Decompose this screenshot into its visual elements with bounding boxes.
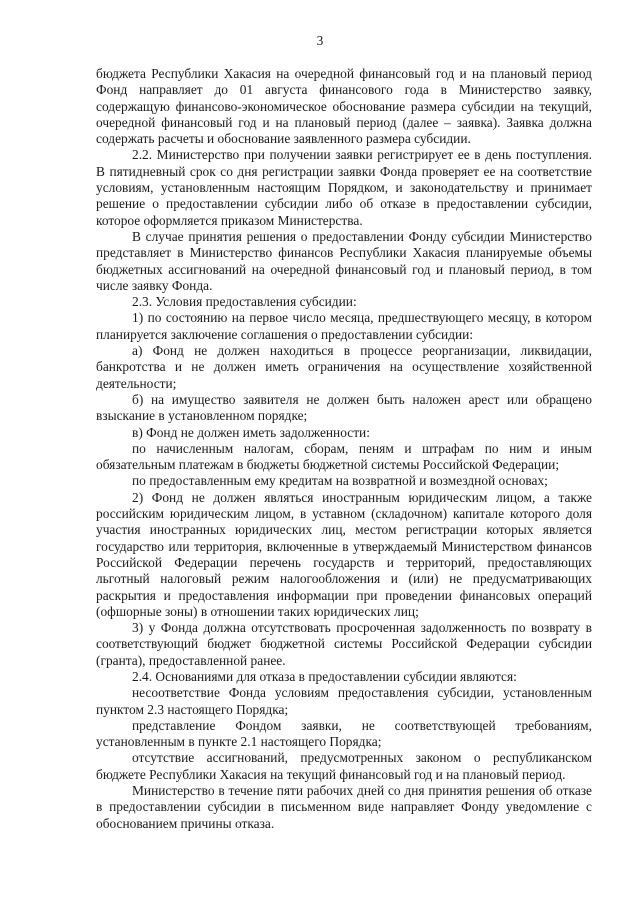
document-body — [96, 66, 592, 832]
paragraph-refusal-reason-1: несоответствие Фонда условиям предоставления субсидии, установленным пунктом 2.3 настоящего Порядка; — [96, 685, 592, 717]
paragraph-decision-to-grant: В случае принятия решения о предоставлении Фонду субсидии Министерство представляет в Министерство финансов Республики Хакасия планируемые объемы бюджетных ассигнований на очередной финансовый год и плановый период, в том числе заявку Фонда. — [96, 228, 592, 293]
paragraph-budget-application-continuation: бюджета Республики Хакасия на очередной финансовый год и на плановый период Фонд направляет до 01 августа финансового года в Министерство заявку, содержащую финансово-экономическое обоснование размера субсидии на текущий, очередной финансовый год и на плановый период (далее – заявка). Заявка должна содержать расчеты и обоснование заявленного размера субсидии. — [96, 66, 592, 147]
paragraph-refusal-notification: Министерство в течение пяти рабочих дней со дня принятия решения об отказе в предоставлении субсидии в письменном виде направляет Фонду уведомление с обоснованием причины отказа. — [96, 783, 592, 831]
paragraph-2-3-heading: 2.3. Условия предоставления субсидии: — [132, 294, 357, 310]
paragraph-condition-1b: б) на имущество заявителя не должен быть наложен арест или обращено взыскание в установленном порядке; — [96, 391, 592, 424]
paragraph-condition-3: 3) у Фонда должна отсутствовать просроченная задолженность по возврату в соответствующий бюджет бюджетной системы Российской Федерации субсидии (гранта), предоставленной ранее. — [96, 620, 592, 668]
paragraph-2-2-registration: 2.2. Министерство при получении заявки регистрирует ее в день поступления. В пятидневный срок со дня регистрации заявки Фонда проверяет ее на соответствие условиям, установленным настоящим Порядком, и законодательству и принимает решение о предоставлении субсидии либо об отказе в предоставлении субсидии, которое оформляется приказом Министерства. — [96, 147, 592, 228]
paragraph-condition-1c: в) Фонд не должен иметь задолженности: — [132, 424, 370, 440]
paragraph-refusal-reason-3: отсутствие ассигнований, предусмотренных законом о республиканском бюджете Республики Хакасия на текущий финансовый год и на плановый период. — [96, 750, 592, 782]
paragraph-condition-1: 1) по состоянию на первое число месяца, предшествующего месяцу, в котором планируется заключение соглашения о предоставлении субсидии: — [96, 310, 592, 342]
paragraph-credits-debt: по предоставленным ему кредитам на возвратной и возмездной основах; — [132, 473, 548, 489]
paragraph-2-4-heading: 2.4. Основаниями для отказа в предоставлении субсидии являются: — [132, 668, 517, 684]
paragraph-taxes-debt: по начисленным налогам, сборам, пеням и штрафам по ним и иным обязательным платежам в бюджеты бюджетной системы Российской Федерации; — [96, 440, 592, 473]
page-number: 3 — [316, 33, 324, 48]
paragraph-condition-2: 2) Фонд не должен являться иностранным юридическим лицом, а также российским юридическим лицом, в уставном (складочном) капитале которого доля участия иностранных юридических лиц, местом регистрации которых является государство или территория, включенные в утверждаемый Министерством финансов Российской Федерации перечень государств и территорий, предоставляющих льготный налоговый режим налогообложения и (или) не предусматривающих раскрытия и предоставления информации при проведении финансовых операций (офшорные зоны) в отношении таких юридических лиц; — [96, 489, 592, 619]
paragraph-refusal-reason-2: представление Фондом заявки, не соответствующей требованиям, установленным в пункте 2.1 настоящего Порядка; — [96, 717, 592, 750]
paragraph-condition-1a: а) Фонд не должен находиться в процессе реорганизации, ликвидации, банкротства и не должен иметь ограничения на осуществление хозяйственной деятельности; — [96, 343, 592, 391]
